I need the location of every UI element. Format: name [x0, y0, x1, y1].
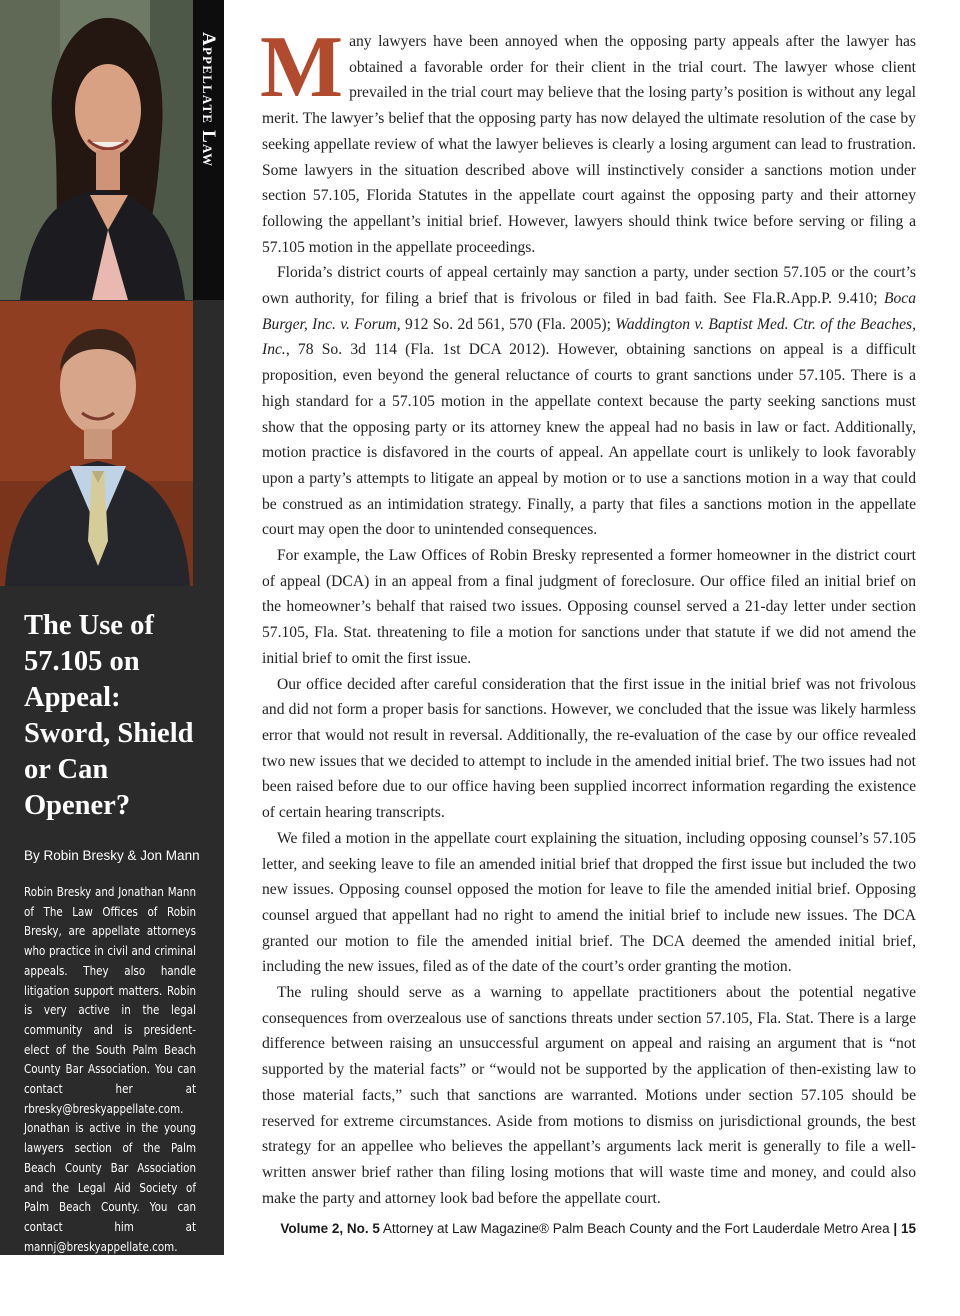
paragraph-6: The ruling should serve as a warning to appellate practitioners about the potential negative consequences from overzealous use of sanctions threats under section 57.105, Fla. Stat. There is a large difference between raising an unsuccessful argument on appeal and raising an argument that is “not supported by the material facts” or “would not be supported by the application of then-existing law to those material facts,” such that sanctions are warranted. Motions under section 57.105 should be reserved for extreme circumstances. Aside from motions to dismiss on jurisdictional grounds, the best strategy for an appellee who believes the appellant’s arguments lack merit is generally to file a well-written answer brief rather than filing losing motions that will waste time and money, and could also make the party and attorney look bad before the appellate court.	[262, 984, 916, 1207]
footer-volume: Volume 2, No. 5	[280, 1221, 380, 1236]
article-byline: By Robin Bresky & Jon Mann	[24, 848, 200, 863]
paragraph-3: For example, the Law Offices of Robin Bresky represented a former homeowner in the district court of appeal (DCA) in an appeal from a final judgment of foreclosure. Our office filed an initial brief on the homeowner’s behalf that raised two issues. Opposing counsel served a 21-day letter under section 57.105, Fla. Stat. threatening to file a motion for sanctions under that statute if we did not amend the initial brief to omit the first issue.	[262, 547, 916, 667]
section-tab	[193, 0, 224, 300]
left-sidebar	[0, 0, 224, 1313]
footer-publication: Attorney at Law Magazine® Palm Beach County and the Fort Lauderdale Metro Area	[382, 1221, 890, 1236]
footer-page-number: 15	[900, 1221, 916, 1236]
drop-cap: M	[260, 19, 344, 116]
case-citation-boca-burger: Boca Burger, Inc. v. Forum	[262, 290, 916, 333]
portrait-woman-icon	[0, 0, 193, 300]
paragraph-2-text-a: Florida’s district courts of appeal certainly may sanction a party, under section 57.105 or the court’s own authority, for filing a brief that is frivolous or filed in bad faith. See Fla.R.App.P. 9.410;	[262, 264, 916, 308]
section-label: Appellate Law	[198, 32, 219, 168]
paragraph-2	[262, 260, 916, 543]
paragraph-2-text-c: , 78 So. 3d 114 (Fla. 1st DCA 2012). However, obtaining sanctions on appeal is a difficult proposition, even beyond the general reluctance of courts to grant sanctions under 57.105. There is a high standard for a 57.105 motion in the appellate context because the party seeking sanctions must show that the opposing party or its attorney knew the appeal had no basis in law or fact. Additionally, motion practice is disfavored in the courts of appeal. An appellate court is unlikely to look favorably upon a party’s attempts to litigate an appeal by motion or to use a sanctions motion in a way that could be construed as an intimidation strategy. Finally, a party that files a sanctions motion in the appellate court may open the door to unintended consequences.	[262, 341, 916, 539]
article-title: The Use of 57.105 on Appeal: Sword, Shield or Can Opener?	[24, 610, 194, 821]
case-citation-waddington: Waddington v. Baptist Med. Ctr. of the Beaches, Inc.	[262, 315, 916, 359]
author-bio: Robin Bresky and Jonathan Mann of The Law Offices of Robin Bresky, are appellate attorneys who practice in civil and criminal appeals. They also handle litigation support matters. Robin is very active in the legal community and is president-elect of the South Palm Beach County Bar Association. You can contact her at rbresky@breskyappellate.com. Jonathan is active in the young lawyers section of the Palm Beach County Bar Association and the Legal Aid Society of Palm Beach County. You can contact him at mannj@breskyappellate.com. For more information, visit www.breskyappellate.com or call (561) 994-6273.	[24, 885, 196, 1313]
paragraph-1-text: any lawyers have been annoyed when the opposing party appeals after the lawyer has obtained a favorable order for their client in the trial court. The lawyer whose client prevailed in the trial court may believe that the losing party’s position is without any legal merit. The lawyer’s belief that the opposing party has now delayed the ultimate resolution of the case by seeking appellate review of what the lawyer believes is clearly a losing argument can lead to frustration. Some lawyers in the situation described above will instinctively consider a sanctions motion under section 57.105, Florida Statutes in the appellate court against the opposing party and their attorney following the appellant’s initial brief. However, lawyers should think twice before serving or filing a 57.105 motion in the appellate proceedings.	[262, 33, 916, 256]
article-body	[260, 19, 916, 1211]
paragraph-5: We filed a motion in the appellate court explaining the situation, including opposing counsel’s 57.105 letter, and seeking leave to file an amended initial brief that dropped the first issue but included the two new issues. Opposing counsel opposed the motion for leave to file the amended initial brief. Opposing counsel argued that appellant had no right to amend the initial brief to include new issues. The DCA granted our motion to file the amended initial brief. The DCA deemed the amended initial brief, including the new issues, filed as of the date of the court’s order granting the motion.	[262, 829, 916, 976]
portrait-man-icon	[0, 301, 193, 586]
author-photo-jon	[0, 301, 193, 586]
footer-separator: |	[893, 1221, 898, 1236]
paragraph-1	[260, 19, 916, 260]
page-footer	[280, 1221, 916, 1236]
paragraph-4: Our office decided after careful consideration that the first issue in the initial brief was not frivolous and did not form a proper basis for sanctions. However, we concluded that the issue was likely harmless error that would not result in reversal. Additionally, the re-evaluation of the case by our office revealed two new issues that we decided to attempt to include in the amended initial brief. The two issues had not been raised before due to our office having been supplied incorrect information regarding the existence of certain hearing transcripts.	[262, 675, 916, 822]
paragraph-2-text-b: , 912 So. 2d 561, 570 (Fla. 2005);	[396, 315, 616, 333]
article-info-panel	[0, 586, 224, 1313]
author-photo-robin	[0, 0, 193, 300]
